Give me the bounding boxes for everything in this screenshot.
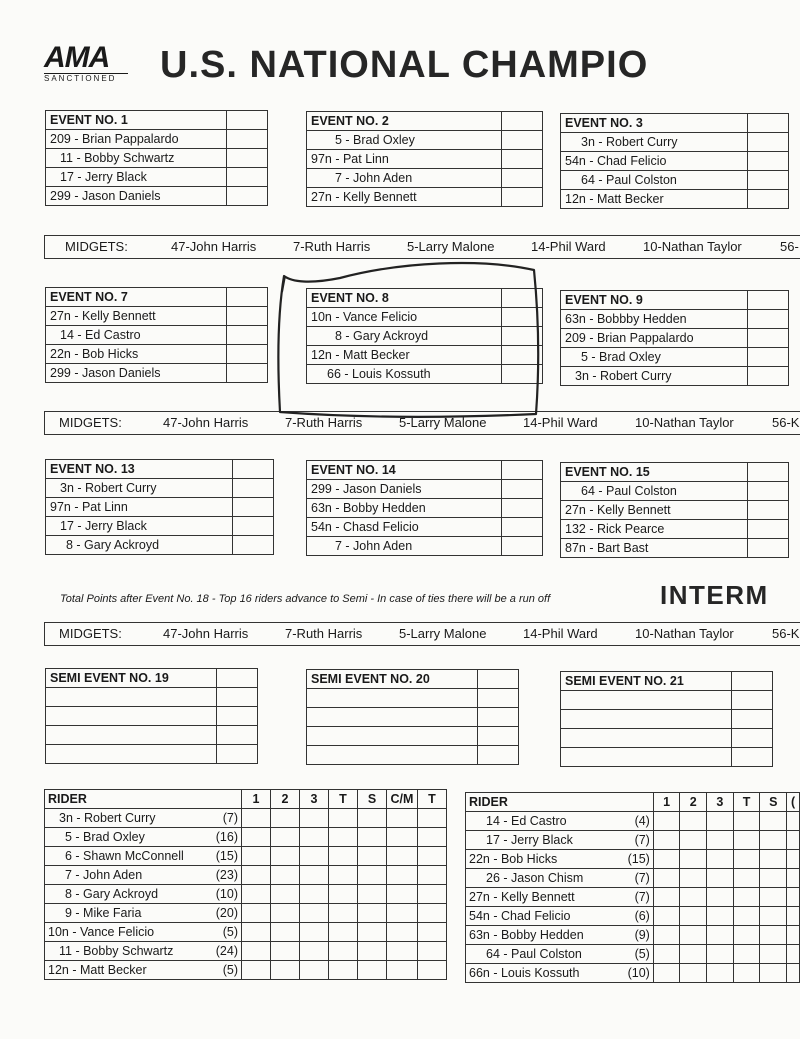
rider-entry: 132 - Rick Pearce [561, 520, 748, 539]
column-header: T [733, 793, 760, 812]
rider-name: 64 - Paul Colston [466, 945, 615, 964]
rider-entry: 209 - Brian Pappalardo [561, 329, 748, 348]
table-row [45, 828, 447, 847]
column-header: 2 [271, 790, 300, 809]
rider-entry: 17 - Jerry Black [46, 517, 233, 536]
midget-entry: 14-Phil Ward [523, 626, 598, 641]
column-header: ( [787, 793, 800, 812]
event-title: EVENT NO. 13 [46, 460, 233, 479]
rider-points: (20) [201, 904, 242, 923]
rider-entry: 27n - Kelly Bennett [307, 188, 502, 207]
rider-points: (5) [201, 923, 242, 942]
column-header: 2 [680, 793, 707, 812]
table-row [466, 812, 800, 831]
table-row [466, 831, 800, 850]
rider-points: (5) [201, 961, 242, 980]
midget-entry: 10-Nathan Taylor [635, 415, 734, 430]
logo-mark: AMA [44, 41, 110, 74]
table-row [466, 926, 800, 945]
logo-sub: SANCTIONED [44, 73, 128, 83]
rider-entry: 87n - Bart Bast [561, 539, 748, 558]
rider-entry: 10n - Vance Felicio [307, 308, 502, 327]
rider-entry: 3n - Robert Curry [46, 479, 233, 498]
rider-name: 22n - Bob Hicks [466, 850, 615, 869]
rider-entry: 209 - Brian Pappalardo [46, 130, 227, 149]
midget-entry: 5-Larry Malone [399, 415, 487, 430]
event-title: EVENT NO. 15 [561, 463, 748, 482]
rider-name: 6 - Shawn McConnell [45, 847, 202, 866]
rider-entry: 299 - Jason Daniels [46, 364, 227, 383]
event-title: EVENT NO. 14 [307, 461, 502, 480]
rider-entry: 63n - Bobby Hedden [307, 499, 502, 518]
event-15-table [560, 462, 789, 558]
event-title: EVENT NO. 2 [307, 112, 502, 131]
table-row [466, 907, 800, 926]
page-title: U.S. NATIONAL CHAMPIO [160, 44, 649, 86]
event-2-table [306, 111, 543, 207]
table-row [45, 961, 447, 980]
midget-entry: 5-Larry Malone [399, 626, 487, 641]
semi-event-21-table [560, 671, 773, 767]
rider-points: (15) [615, 850, 654, 869]
rider-points: (23) [201, 866, 242, 885]
rider-entry: 8 - Gary Ackroyd [307, 327, 502, 346]
rider-entry: 17 - Jerry Black [46, 168, 227, 187]
rider-name: 17 - Jerry Black [466, 831, 615, 850]
event-13-table [45, 459, 274, 555]
intermediate-title: INTERM [660, 580, 769, 610]
event-title: EVENT NO. 9 [561, 291, 748, 310]
rider-name: 8 - Gary Ackroyd [45, 885, 202, 904]
rider-header: RIDER [466, 793, 615, 812]
event-title: EVENT NO. 3 [561, 114, 748, 133]
table-row [466, 888, 800, 907]
midgets-label: MIDGETS: [65, 239, 128, 254]
rider-entry: 54n - Chasd Felicio [307, 518, 502, 537]
event-title: EVENT NO. 1 [46, 111, 227, 130]
rider-entry: 7 - John Aden [307, 537, 502, 556]
ama-logo [44, 43, 130, 83]
event-title: EVENT NO. 8 [307, 289, 502, 308]
rider-entry: 7 - John Aden [307, 169, 502, 188]
midgets-row-2 [44, 411, 800, 435]
rider-name: 3n - Robert Curry [45, 809, 202, 828]
rider-points: (10) [615, 964, 654, 983]
semi-event-title: SEMI EVENT NO. 21 [561, 672, 732, 691]
event-8-table [306, 288, 543, 384]
rider-points: (16) [201, 828, 242, 847]
rider-standings-left [44, 789, 447, 980]
column-header: S [358, 790, 387, 809]
midget-entry: 10-Nathan Taylor [635, 626, 734, 641]
rider-entry: 97n - Pat Linn [46, 498, 233, 517]
column-header: 3 [300, 790, 329, 809]
rider-points: (7) [615, 869, 654, 888]
rider-entry: 64 - Paul Colston [561, 482, 748, 501]
event-14-table [306, 460, 543, 556]
rider-entry: 27n - Kelly Bennett [561, 501, 748, 520]
midget-entry: 7-Ruth Harris [285, 626, 363, 641]
table-row [466, 964, 800, 983]
midget-entry: 47-John Harris [163, 626, 249, 641]
semi-event-title: SEMI EVENT NO. 20 [307, 670, 478, 689]
midget-entry: 47-John Harris [171, 239, 257, 254]
rider-points: (6) [615, 907, 654, 926]
table-row [466, 850, 800, 869]
event-9-table [560, 290, 789, 386]
rider-entry: 63n - Bobbby Hedden [561, 310, 748, 329]
midgets-label: MIDGETS: [59, 415, 122, 430]
advance-note: Total Points after Event No. 18 - Top 16 riders advance to Semi - In case of ties there will be a run off [60, 593, 551, 605]
table-row [45, 904, 447, 923]
rider-entry: 12n - Matt Becker [307, 346, 502, 365]
rider-entry: 54n - Chad Felicio [561, 152, 748, 171]
rider-points: (9) [615, 926, 654, 945]
table-row [45, 809, 447, 828]
midgets-row-1 [44, 235, 800, 259]
midget-entry: 10-Nathan Taylor [643, 239, 742, 254]
rider-name: 54n - Chad Felicio [466, 907, 615, 926]
rider-name: 7 - John Aden [45, 866, 202, 885]
event-7-table [45, 287, 268, 383]
semi-event-20-table [306, 669, 519, 765]
rider-entry: 11 - Bobby Schwartz [46, 149, 227, 168]
rider-entry: 22n - Bob Hicks [46, 345, 227, 364]
table-row [45, 847, 447, 866]
table-row [45, 866, 447, 885]
midget-entry: 5-Larry Malone [407, 239, 495, 254]
midget-entry: 56-K [772, 415, 800, 430]
rider-points: (4) [615, 812, 654, 831]
rider-entry: 14 - Ed Castro [46, 326, 227, 345]
rider-name: 26 - Jason Chism [466, 869, 615, 888]
column-header: 1 [653, 793, 680, 812]
column-header: C/M [387, 790, 418, 809]
rider-entry: 5 - Brad Oxley [307, 131, 502, 150]
column-header: T [418, 790, 447, 809]
midgets-label: MIDGETS: [59, 626, 122, 641]
rider-points: (10) [201, 885, 242, 904]
rider-standings-right [465, 792, 800, 983]
event-title: EVENT NO. 7 [46, 288, 227, 307]
rider-points: (7) [615, 831, 654, 850]
rider-entry: 3n - Robert Curry [561, 133, 748, 152]
rider-points: (7) [615, 888, 654, 907]
table-row [45, 885, 447, 904]
rider-name: 66n - Louis Kossuth [466, 964, 615, 983]
rider-entry: 8 - Gary Ackroyd [46, 536, 233, 555]
rider-points: (24) [201, 942, 242, 961]
midget-entry: 47-John Harris [163, 415, 249, 430]
rider-name: 11 - Bobby Schwartz [45, 942, 202, 961]
rider-entry: 299 - Jason Daniels [46, 187, 227, 206]
rider-points: (15) [201, 847, 242, 866]
event-3-table [560, 113, 789, 209]
table-row [466, 945, 800, 964]
column-header: S [760, 793, 787, 812]
table-row [45, 923, 447, 942]
event-1-table [45, 110, 268, 206]
rider-entry: 3n - Robert Curry [561, 367, 748, 386]
rider-entry: 64 - Paul Colston [561, 171, 748, 190]
rider-entry: 66 - Louis Kossuth [307, 365, 502, 384]
column-header: T [329, 790, 358, 809]
midget-entry: 14-Phil Ward [531, 239, 606, 254]
midget-entry: 56- [780, 239, 799, 254]
midget-entry: 56-K [772, 626, 800, 641]
rider-name: 63n - Bobby Hedden [466, 926, 615, 945]
column-header: 3 [707, 793, 734, 812]
rider-entry: 12n - Matt Becker [561, 190, 748, 209]
rider-entry: 97n - Pat Linn [307, 150, 502, 169]
rider-points: (7) [201, 809, 242, 828]
rider-name: 12n - Matt Becker [45, 961, 202, 980]
midgets-row-3 [44, 622, 800, 646]
rider-entry: 5 - Brad Oxley [561, 348, 748, 367]
midget-entry: 14-Phil Ward [523, 415, 598, 430]
rider-name: 10n - Vance Felicio [45, 923, 202, 942]
rider-name: 27n - Kelly Bennett [466, 888, 615, 907]
rider-entry: 299 - Jason Daniels [307, 480, 502, 499]
rider-header: RIDER [45, 790, 202, 809]
table-row [466, 869, 800, 888]
midget-entry: 7-Ruth Harris [293, 239, 371, 254]
rider-name: 14 - Ed Castro [466, 812, 615, 831]
table-row [45, 942, 447, 961]
semi-event-19-table [45, 668, 258, 764]
midget-entry: 7-Ruth Harris [285, 415, 363, 430]
rider-name: 9 - Mike Faria [45, 904, 202, 923]
rider-name: 5 - Brad Oxley [45, 828, 202, 847]
rider-points: (5) [615, 945, 654, 964]
rider-entry: 27n - Kelly Bennett [46, 307, 227, 326]
semi-event-title: SEMI EVENT NO. 19 [46, 669, 217, 688]
column-header: 1 [242, 790, 271, 809]
